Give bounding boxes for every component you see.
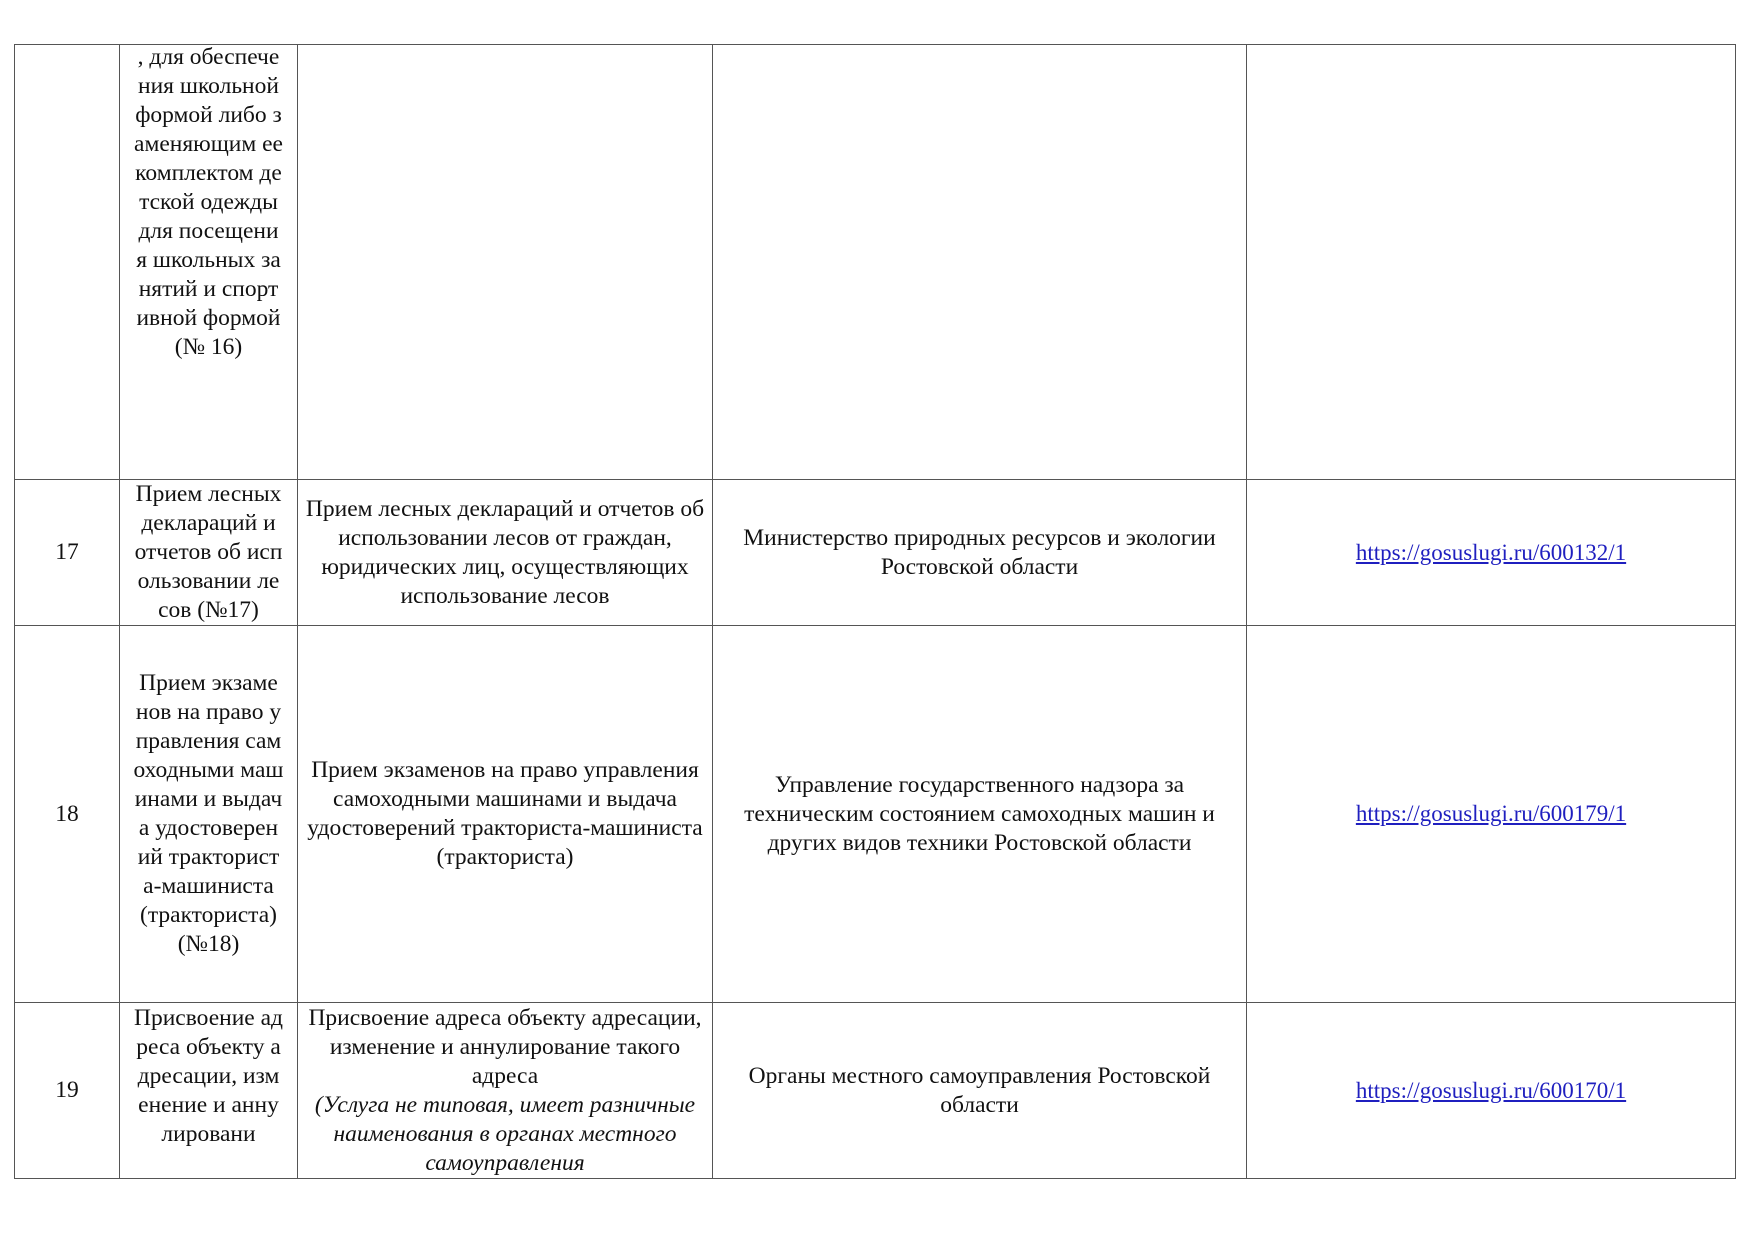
gosuslugi-link[interactable]: https://gosuslugi.ru/600170/1 (1355, 1077, 1627, 1103)
link-cell (1247, 480, 1736, 626)
service-name-cell (120, 480, 298, 626)
organization-cell (713, 1003, 1247, 1179)
service-description: Прием лесных деклараций и отчетов об использовании лесов от граждан, юридических лиц, осуществляющих использование лесов (305, 495, 705, 609)
row-number-cell: 17 (15, 480, 120, 626)
gosuslugi-link[interactable]: https://gosuslugi.ru/600179/1 (1355, 801, 1627, 826)
service-description: Прием экзаменов на право управления самоходными машинами и выдача удостоверений тракториста-машиниста (тракториста) (307, 757, 703, 870)
organization-name: Министерство природных ресурсов и экологии Ростовской области (743, 524, 1216, 580)
service-description-cell (298, 626, 713, 1003)
link-cell (1247, 45, 1736, 480)
service-note: (Услуга не типовая, имеет разничные наименования в органах местного самоуправления (314, 1092, 696, 1176)
organization-cell (713, 626, 1247, 1003)
service-name: Прием экзаменов на право управления самоходными машинами и выдача удостоверений тракториста-машиниста (тракториста) (№18) (133, 670, 284, 957)
service-name: Присвоение адреса объекту адресации, изменение и аннулировани (134, 1005, 283, 1147)
table-row (15, 480, 1736, 626)
table-row (15, 45, 1736, 480)
link-cell (1247, 626, 1736, 1003)
service-description-cell (298, 45, 713, 480)
table-row (15, 1003, 1736, 1179)
gosuslugi-link[interactable]: https://gosuslugi.ru/600132/1 (1355, 539, 1627, 565)
row-number-cell: 18 (15, 626, 120, 1003)
row-number-cell (15, 45, 120, 480)
service-description-cell (298, 1003, 713, 1179)
service-name: , для обеспечения школьной формой либо заменяющим ее комплектом детской одежды для посещения школьных занятий и спортивной формой (№ 16) (134, 44, 283, 360)
table-row (15, 626, 1736, 1003)
organization-cell (713, 480, 1247, 626)
organization-cell (713, 45, 1247, 480)
row-number-cell: 19 (15, 1003, 120, 1179)
service-name-cell (120, 626, 298, 1003)
organization-name: Органы местного самоуправления Ростовской области (748, 1062, 1211, 1118)
service-name-cell (120, 45, 298, 480)
service-description-cell (298, 480, 713, 626)
service-description: Присвоение адреса объекту адресации, изменение и аннулирование такого адреса (308, 1005, 702, 1089)
link-cell (1247, 1003, 1736, 1179)
service-name: Прием лесных деклараций и отчетов об использовании лесов (№17) (134, 481, 283, 623)
service-name-cell (120, 1003, 298, 1179)
services-table (14, 44, 1736, 1179)
organization-name: Управление государственного надзора за техническим состоянием самоходных машин и других видов техники Ростовской области (744, 771, 1215, 856)
